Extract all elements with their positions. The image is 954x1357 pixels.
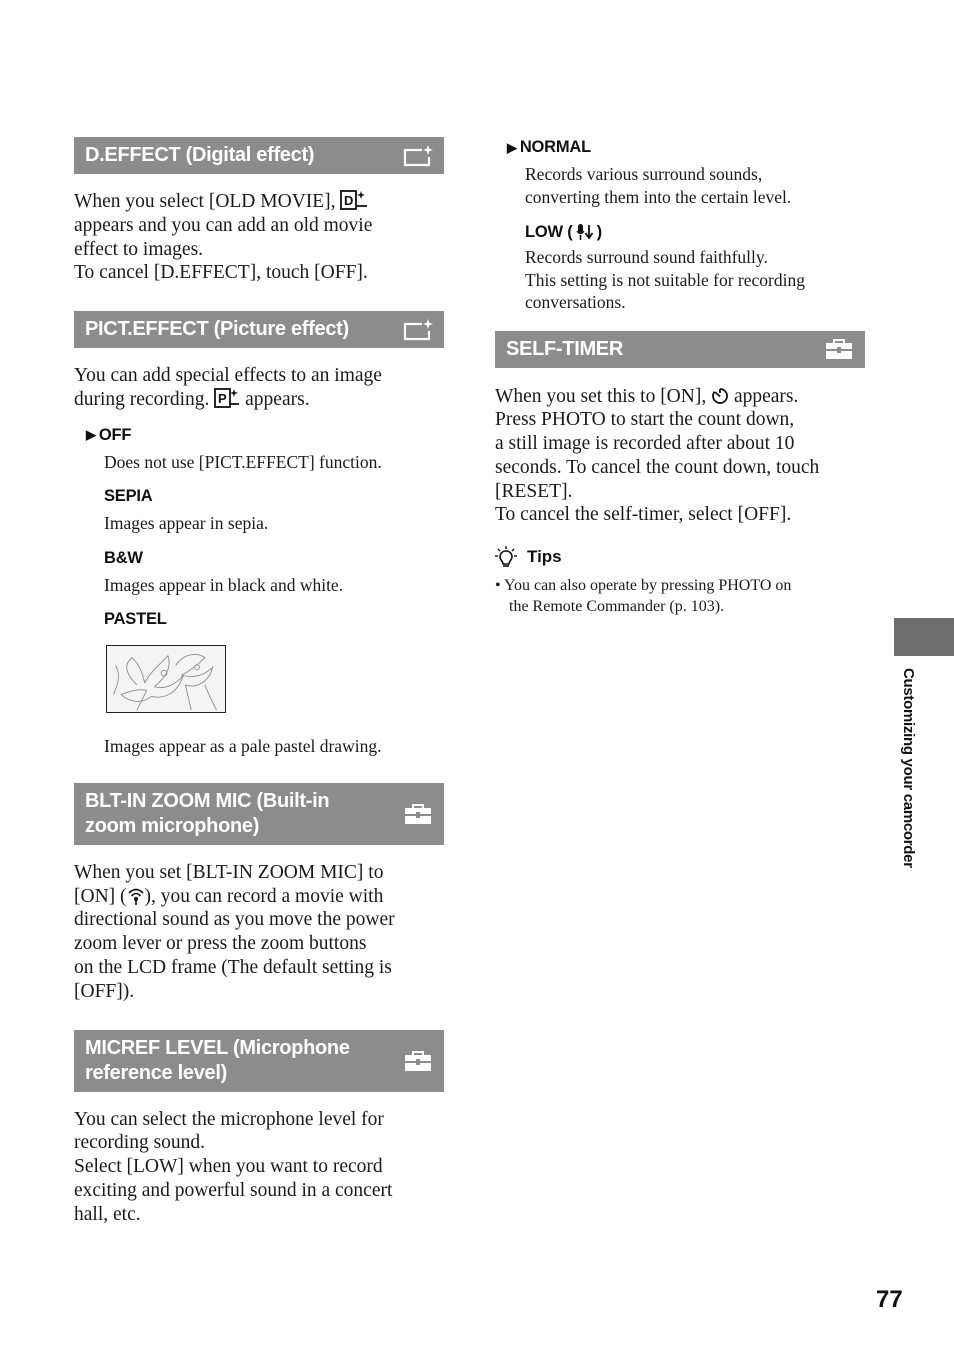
- self-timer-body: [495, 385, 865, 528]
- option-desc: [525, 246, 865, 314]
- chapter-tab: [894, 618, 954, 656]
- option-desc: Images appear as a pale pastel drawing.: [104, 736, 382, 757]
- section-header-zoom-mic: [74, 783, 444, 845]
- option-label: NORMAL: [519, 138, 592, 156]
- body-text: exciting and powerful sound in a concert: [74, 1179, 393, 1201]
- body-text: Press PHOTO to start the count down,: [495, 409, 795, 431]
- option-label: SEPIA: [104, 487, 153, 506]
- body-text: You can add special effects to an image: [74, 365, 382, 387]
- body-text: recording sound.: [74, 1132, 206, 1154]
- body-text: When you select [OLD MOVIE],: [74, 191, 336, 212]
- svg-text:P: P: [218, 390, 227, 406]
- page-number: 77: [876, 1286, 903, 1313]
- body-text: To cancel [D.EFFECT], touch [OFF].: [74, 262, 368, 284]
- option-label: B&W: [104, 548, 143, 567]
- right-column: [495, 138, 865, 617]
- body-text: [RESET].: [495, 480, 573, 502]
- touch-effect-icon: [402, 318, 434, 342]
- mic-low-icon: [575, 222, 595, 242]
- section-header-micref: [74, 1030, 444, 1092]
- toolbox-icon: [823, 337, 855, 361]
- option-off: [86, 426, 444, 445]
- option-normal: [507, 138, 865, 157]
- body-text: zoom lever or press the zoom buttons: [74, 933, 367, 955]
- option-desc-line: This setting is not suitable for recording: [525, 269, 805, 290]
- body-text: When you set this to [ON],: [495, 385, 707, 407]
- body-text: You can select the microphone level for: [74, 1108, 384, 1130]
- deffect-body: [74, 190, 444, 285]
- section-title-line: BLT-IN ZOOM MIC (Built-in: [85, 789, 330, 812]
- option-label: PASTEL: [104, 610, 167, 629]
- micref-body: [74, 1108, 444, 1227]
- zoom-mic-icon: [127, 887, 145, 905]
- pastel-sample-image: [106, 645, 226, 713]
- toolbox-icon: [402, 802, 434, 826]
- body-text: [ON] (: [74, 885, 127, 907]
- body-text: effect to images.: [74, 238, 204, 260]
- body-text: on the LCD frame (The default setting is: [74, 956, 392, 978]
- body-text: ), you can record a movie with: [144, 885, 384, 907]
- body-text: appears.: [733, 385, 799, 407]
- section-title: SELF-TIMER: [506, 337, 623, 360]
- zoom-mic-body: [74, 861, 444, 1004]
- touch-effect-icon: [402, 144, 434, 168]
- body-text: [OFF]).: [74, 980, 135, 1002]
- section-header-self-timer: [495, 331, 865, 368]
- option-desc-line: Records various surround sounds,: [525, 164, 763, 184]
- pict-body: [74, 364, 444, 412]
- tips-text: You can also operate by pressing PHOTO on: [504, 577, 792, 595]
- section-title: [85, 789, 329, 839]
- old-movie-d-icon: [340, 190, 368, 210]
- body-text: during recording.: [74, 388, 210, 410]
- default-marker-icon: ▶: [507, 139, 517, 155]
- option-low: [525, 222, 865, 242]
- bullet: •: [495, 577, 501, 595]
- body-text: When you set [BLT-IN ZOOM MIC] to: [74, 861, 384, 883]
- body-text: appears.: [245, 388, 310, 410]
- tips-title: Tips: [527, 547, 562, 567]
- tips-text: the Remote Commander (p. 103).: [509, 598, 725, 616]
- toolbox-icon: [402, 1049, 434, 1073]
- default-marker-icon: ▶: [86, 427, 96, 443]
- section-title-line: MICREF LEVEL (Microphone: [85, 1036, 350, 1059]
- section-title: [85, 1036, 350, 1086]
- body-text: hall, etc.: [74, 1203, 141, 1225]
- option-sepia: [104, 487, 444, 506]
- option-desc-line: conversations.: [525, 292, 626, 312]
- section-title: D.EFFECT (Digital effect): [85, 144, 315, 166]
- body-text: seconds. To cancel the count down, touch: [495, 456, 820, 478]
- body-text: Select [LOW] when you want to record: [74, 1156, 383, 1178]
- svg-text:D: D: [344, 193, 354, 208]
- option-desc: Images appear in black and white.: [104, 574, 344, 595]
- self-timer-icon: [711, 387, 729, 405]
- body-text: a still image is recorded after about 10: [495, 433, 795, 455]
- option-desc-line: Records surround sound faithfully.: [525, 247, 768, 267]
- section-title-line: zoom microphone): [85, 814, 260, 837]
- option-label: OFF: [98, 425, 132, 444]
- body-text: To cancel the self-timer, select [OFF].: [495, 504, 792, 526]
- option-desc: [525, 163, 865, 208]
- option-label: ): [596, 222, 602, 241]
- option-desc: Does not use [PICT.EFFECT] function.: [104, 451, 382, 472]
- body-text: appears and you can add an old movie: [74, 214, 373, 236]
- option-label: LOW (: [525, 222, 573, 241]
- option-pastel: [104, 610, 444, 629]
- pict-options: [74, 426, 444, 758]
- left-column: [74, 137, 444, 1227]
- tips-item: [495, 575, 865, 617]
- option-bw: [104, 549, 444, 568]
- section-title-line: reference level): [85, 1061, 227, 1084]
- option-desc-line: converting them into the certain level.: [525, 186, 792, 207]
- picture-effect-p-icon: [214, 388, 240, 408]
- chapter-label: Customizing your camcorder: [900, 668, 917, 868]
- section-header-deffect: [74, 137, 444, 174]
- option-desc: Images appear in sepia.: [104, 513, 269, 534]
- lightbulb-icon: [495, 545, 517, 569]
- tips-header: [495, 545, 865, 569]
- section-header-pict-effect: [74, 311, 444, 348]
- body-text: directional sound as you move the power: [74, 909, 395, 931]
- section-title: PICT.EFFECT (Picture effect): [85, 318, 349, 341]
